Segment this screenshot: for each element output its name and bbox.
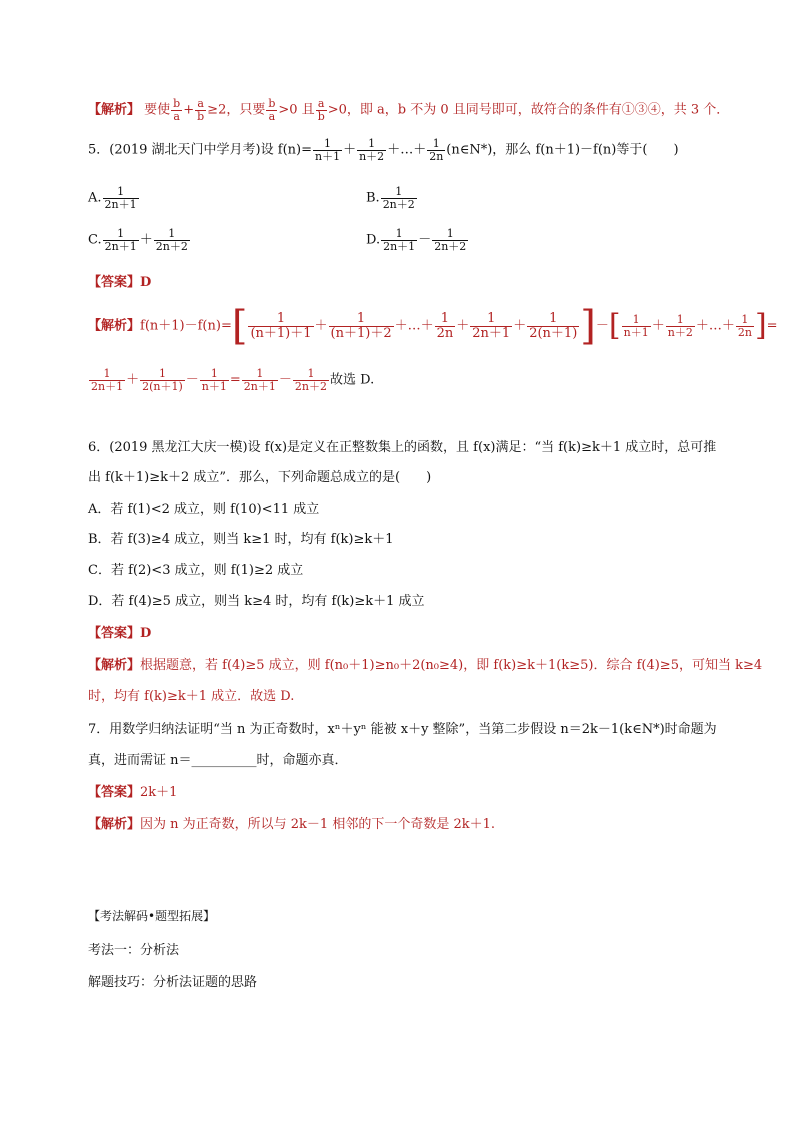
- q7-stem-line1: 7．用数学归纳法证明“当 n 为正奇数时，xⁿ＋yⁿ 能被 x＋y 整除”，当第二步假设 n＝2k－1(k∈N*)时命题为: [88, 722, 717, 737]
- fraction: $\frac{1}{2(n+1)}$: [142, 367, 183, 393]
- q6-explanation-line2: 时，均有 f(k)≥k＋1 成立．故选 D.: [88, 689, 295, 704]
- q6-option-a: A．若 f(1)<2 成立，则 f(10)<11 成立: [88, 502, 320, 517]
- fraction: $\frac{1}{2n+1}$: [104, 227, 137, 253]
- fraction: $\frac{1}{n+2}$: [667, 312, 693, 339]
- fraction: $\frac{1}{n+1}$: [623, 312, 649, 339]
- fraction: $\frac{1}{2n+2}$: [382, 185, 415, 211]
- q6-option-c: C．若 f(2)<3 成立，则 f(1)≥2 成立: [88, 563, 304, 578]
- section-header: 【考法解码•题型拓展】: [88, 909, 216, 923]
- explanation-label: 【解析】: [88, 817, 141, 832]
- q6-explanation-line1: 【解析】根据题意，若 f(4)≥5 成立，则 f(n₀＋1)≥n₀＋2(n₀≥4)，即 f(k)≥k＋1(k≥5)．综合 f(4)≥5，可知当 k≥4: [88, 658, 763, 673]
- fraction: $\frac{1}{2n+1}$: [472, 310, 511, 341]
- q7-explanation: 【解析】因为 n 为正奇数，所以与 2k－1 相邻的下一个奇数是 2k＋1.: [88, 817, 496, 832]
- fraction: $\frac{1}{2n+1}$: [243, 367, 276, 393]
- fraction: $\frac{1}{(n+1)+1}$: [250, 310, 312, 341]
- fraction: $\frac{1}{2(n+1)}$: [529, 310, 578, 341]
- bracket-close: ]: [580, 303, 596, 349]
- q5-option-d: D. $\frac{1}{2n+1}$ － $\frac{1}{2n+2}$: [366, 227, 467, 253]
- fraction: $\frac{1}{2n+1}$: [104, 185, 137, 211]
- fraction: $\frac{1}{2n+1}$: [383, 227, 416, 253]
- fraction-b-over-a: $\frac{b}{a}$: [173, 97, 181, 123]
- q5-stem: 5．(2019 湖北天门中学月考)设 f(n)= $\frac{1}{n+1}$ ＋ $\frac{1}{n+2}$ ＋…＋ $\frac{1}{2n}$ (n∈N*)，那么 f(n＋1)－f(n)等于( ): [88, 137, 679, 163]
- fraction: $\frac{1}{2n}$: [737, 312, 752, 339]
- answer-value: D: [140, 275, 152, 290]
- q5-explanation-line1: 【解析】f(n＋1)－f(n)=[ $\frac{1}{(n+1)+1}$ ＋ $\frac{1}{(n+1)+2}$ ＋…＋ $\frac{1}{2n}$ ＋ $\frac{1}{2n+1}$ ＋ $\frac{1}{2(n+1)}$ ]－[ $\frac{1}{n+1}$ ＋ $\frac{1}{n+2}$ ＋…＋ $\frac{1}{2n}$ ]=: [88, 303, 778, 349]
- q7-stem-line2: 真，进而需证 n＝__________时，命题亦真．: [88, 753, 348, 768]
- q4-explanation: 【解析】 要使 $\frac{b}{a}$ + $\frac{a}{b}$ ≥2，只要 $\frac{b}{a}$ >0 且 $\frac{a}{b}$ >0，即 a，b 不为 0 且同号即可，故符合的条件有①③④，共 3 个．: [88, 97, 730, 123]
- fill-blank: __________: [191, 753, 257, 768]
- answer-value: D: [140, 626, 152, 641]
- answer-label: 【答案】: [88, 275, 141, 290]
- explanation-label: 【解析】: [88, 318, 141, 334]
- bracket-close: ]: [754, 308, 767, 343]
- method-title: 考法一：分析法: [88, 943, 180, 958]
- fraction: $\frac{1}{2n+1}$: [91, 367, 124, 393]
- fraction: $\frac{1}{n+2}$: [359, 137, 385, 163]
- q6-option-d: D．若 f(4)≥5 成立，则当 k≥4 时，均有 f(k)≥k＋1 成立: [88, 594, 425, 609]
- tip-title: 解题技巧：分析法证题的思路: [88, 975, 258, 990]
- q5-explanation-line2: $\frac{1}{2n+1}$ ＋ $\frac{1}{2(n+1)}$ － $\frac{1}{n+1}$ = $\frac{1}{2n+1}$ － $\frac{1}{2n+2}$ 故选 D.: [91, 367, 375, 393]
- q5-option-c: C. $\frac{1}{2n+1}$ ＋ $\frac{1}{2n+2}$: [88, 227, 188, 253]
- explanation-label: 【解析】: [88, 102, 141, 118]
- fraction-b-over-a: $\frac{b}{a}$: [268, 97, 276, 123]
- fraction: $\frac{1}{2n}$: [429, 137, 444, 163]
- q6-stem-line2: 出 f(k＋1)≥k＋2 成立”．那么，下列命题总成立的是( ): [88, 470, 432, 485]
- bracket-open: [: [608, 308, 621, 343]
- fraction: $\frac{1}{2n+2}$: [434, 227, 467, 253]
- fraction: $\frac{1}{2n+2}$: [294, 367, 327, 393]
- q6-stem-line1: 6．(2019 黑龙江大庆一模)设 f(x)是定义在正整数集上的函数，且 f(x)满足：“当 f(k)≥k＋1 成立时，总可推: [88, 440, 717, 455]
- fraction: $\frac{1}{n+1}$: [314, 137, 341, 163]
- answer-label: 【答案】: [88, 785, 141, 800]
- q7-answer: [88, 781, 177, 800]
- fraction: $\frac{1}{n+1}$: [201, 367, 227, 393]
- fraction: $\frac{1}{2n+2}$: [155, 227, 188, 253]
- q5-answer: [88, 271, 151, 290]
- fraction-a-over-b: $\frac{a}{b}$: [197, 97, 205, 123]
- fraction: $\frac{1}{(n+1)+2}$: [330, 310, 392, 341]
- q5-option-b: B. $\frac{1}{2n+2}$: [366, 185, 415, 211]
- answer-value: 2k＋1: [140, 785, 178, 800]
- fraction-a-over-b: $\frac{a}{b}$: [317, 97, 325, 123]
- explanation-label: 【解析】: [88, 658, 141, 673]
- q5-option-a: A. $\frac{1}{2n+1}$: [88, 185, 137, 211]
- bracket-open: [: [231, 303, 248, 349]
- fraction: $\frac{1}{2n}$: [436, 310, 454, 341]
- q6-option-b: B．若 f(3)≥4 成立，则当 k≥1 时，均有 f(k)≥k＋1: [88, 532, 394, 547]
- q6-answer: [88, 622, 151, 641]
- answer-label: 【答案】: [88, 626, 141, 641]
